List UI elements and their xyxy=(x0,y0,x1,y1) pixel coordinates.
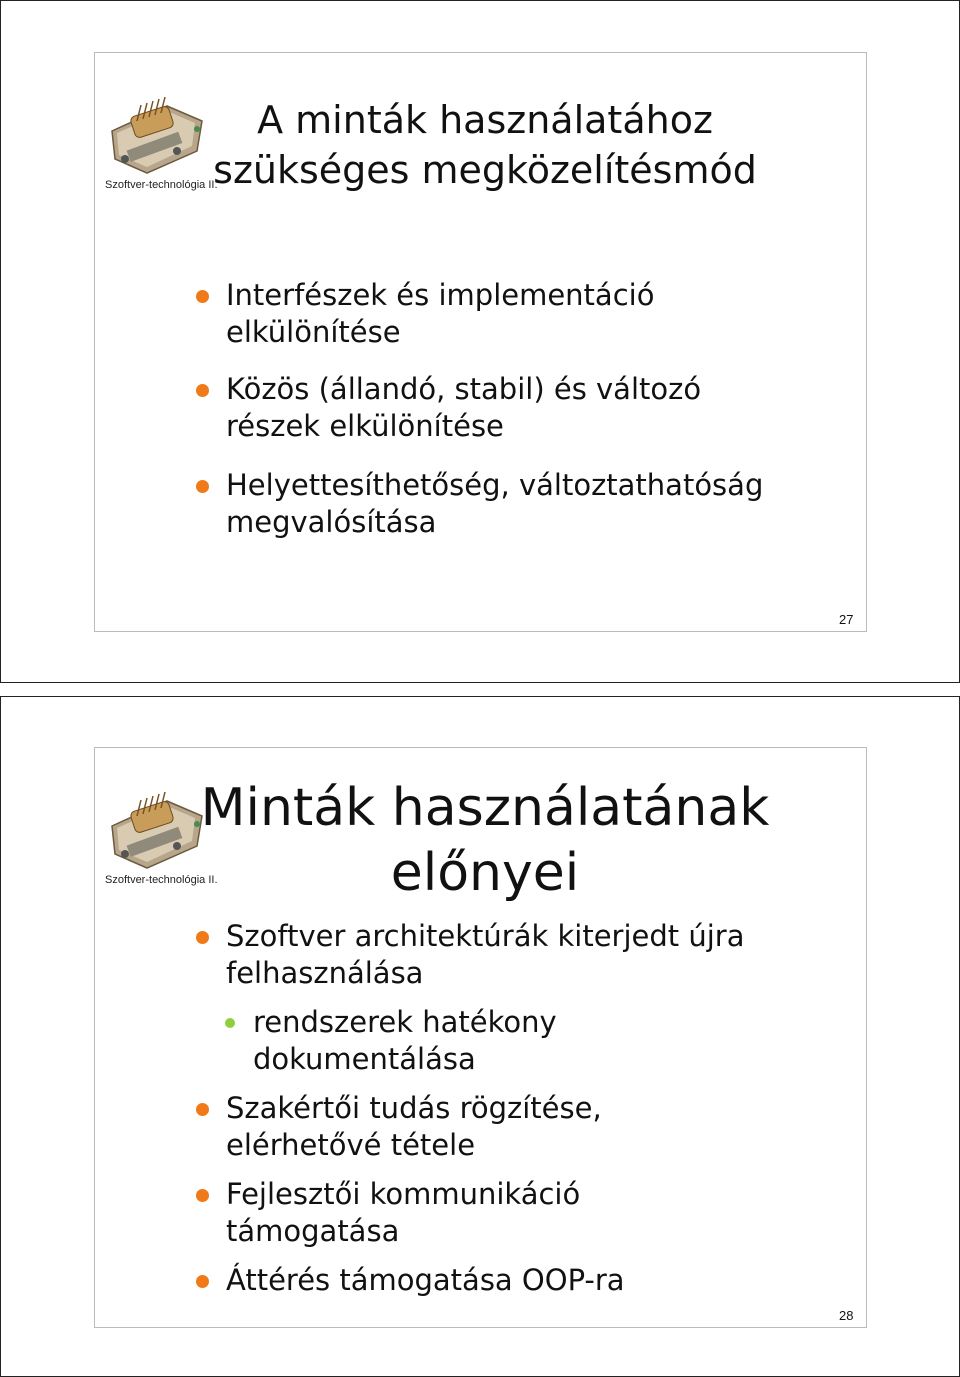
bullet-item: Áttérés támogatása OOP-ra xyxy=(226,1263,625,1297)
slide-27 xyxy=(94,52,867,632)
bullet-dot xyxy=(196,931,209,944)
title-line-2: előnyei xyxy=(390,843,580,903)
bullet-dot xyxy=(196,480,209,493)
bullet-item: Fejlesztői kommunikáció támogatása xyxy=(226,1177,581,1248)
sub-bullet-item: rendszerek hatékony dokumentálása xyxy=(253,1005,557,1076)
bullet-item: Szakértői tudás rögzítése, elérhetővé tétele xyxy=(226,1091,602,1162)
bullet-dot xyxy=(196,1103,209,1116)
page-number: 28 xyxy=(839,1308,854,1323)
logo-caption: Szoftver-technológia II. xyxy=(105,179,218,191)
bullet-dot xyxy=(196,384,209,397)
bullet-item: Helyettesíthetőség, változtathatóság megvalósítása xyxy=(226,468,764,539)
bullet-item: Közös (állandó, stabil) és változó részek elkülönítése xyxy=(226,372,702,443)
logo-caption: Szoftver-technológia II. xyxy=(105,874,218,886)
slide-title xyxy=(175,776,795,906)
title-line-2: szükséges megközelítésmód xyxy=(213,148,757,192)
bullet-dot xyxy=(196,1275,209,1288)
page-frame-1 xyxy=(0,0,960,683)
title-line-1: A minták használatához xyxy=(257,98,713,142)
slide-title xyxy=(185,95,785,195)
bullet-item: Szoftver architektúrák kiterjedt újra felhasználása xyxy=(226,919,745,990)
bullet-dot xyxy=(196,290,209,303)
title-line-1: Minták használatának xyxy=(200,778,770,838)
bullet-dot xyxy=(196,1189,209,1202)
slide-28 xyxy=(94,747,867,1328)
bullet-item: Interfészek és implementáció elkülönítése xyxy=(226,278,655,349)
page-frame-2 xyxy=(0,696,960,1377)
page-number: 27 xyxy=(839,612,854,627)
sub-bullet-dot xyxy=(225,1018,235,1028)
